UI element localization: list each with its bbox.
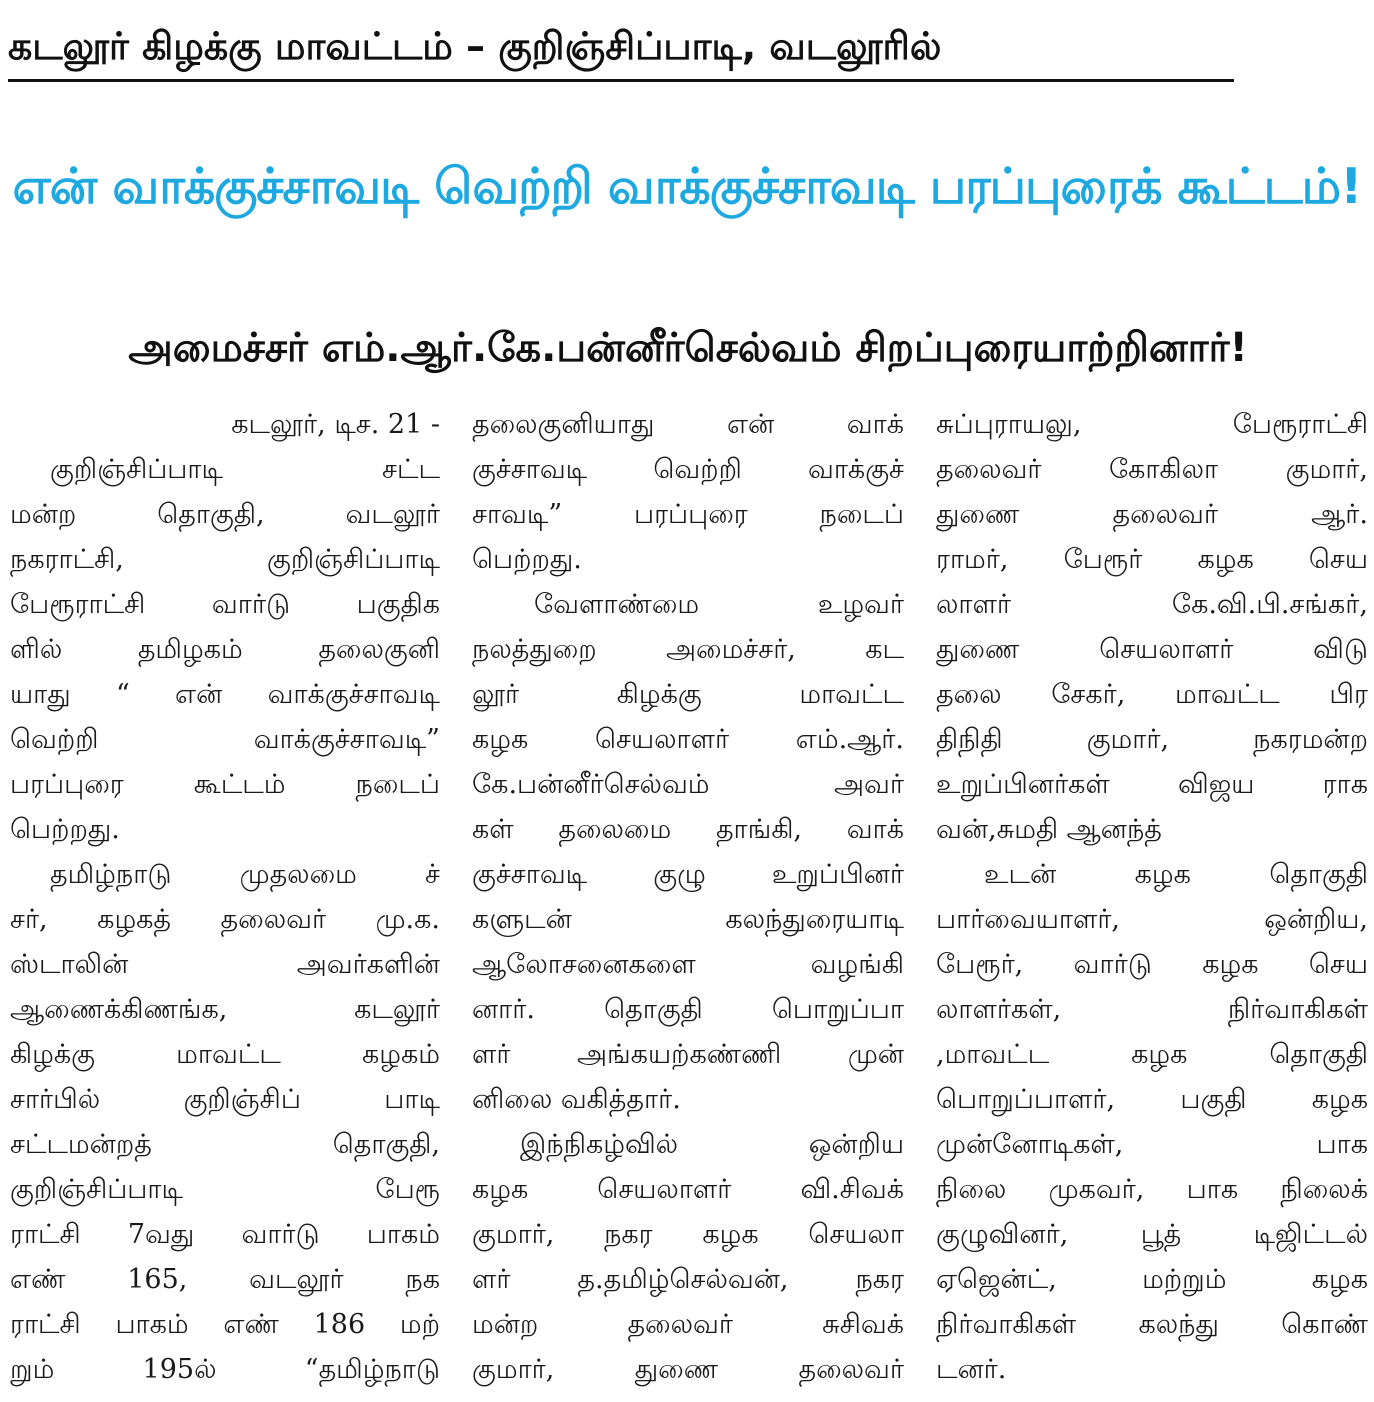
- body-line: தமிழ்நாடு முதலமை ச்: [50, 859, 440, 890]
- body-line: யாது “ என் வாக்குச்சாவடி: [10, 679, 440, 710]
- body-line: கழக செயலாளர் வி.சிவக்: [472, 1174, 904, 1205]
- body-line: தலைகுனியாது என் வாக்: [472, 409, 904, 440]
- body-line: மன்ற தொகுதி, வடலூர்: [10, 499, 440, 530]
- body-line: குழுவினர், பூத் டிஜிட்டல்: [936, 1219, 1368, 1250]
- body-line: நிலை முகவர், பாக நிலைக்: [936, 1174, 1368, 1205]
- body-line: லாளர் கே.வி.பி.சங்கர்,: [936, 589, 1368, 620]
- body-line: கிழக்கு மாவட்ட கழகம்: [10, 1039, 440, 1070]
- body-line: னிலை வகித்தார்.: [472, 1084, 681, 1115]
- body-line: ராமர், பேரூர் கழக செய: [936, 544, 1368, 575]
- body-line: ஏஜென்ட், மற்றும் கழக: [936, 1264, 1368, 1295]
- body-line: பரப்புரை கூட்டம் நடைப்: [10, 769, 440, 800]
- body-line: குமார், துணை தலைவர்: [472, 1354, 904, 1385]
- body-line: முன்னோடிகள், பாக: [936, 1129, 1368, 1160]
- body-line: மன்ற தலைவர் சுசிவக்: [472, 1309, 904, 1340]
- body-line: டனர்.: [936, 1354, 1007, 1385]
- body-line: ஆலோசனைகளை வழங்கி: [472, 949, 904, 980]
- body-line: ளர் அங்கயற்கண்ணி முன்: [472, 1039, 904, 1070]
- body-line: நிர்வாகிகள் கலந்து கொண்: [936, 1309, 1368, 1340]
- body-line: பெற்றது.: [472, 544, 582, 575]
- body-line: னார். தொகுதி பொறுப்பா: [472, 994, 904, 1025]
- body-line: பொறுப்பாளர், பகுதி கழக: [936, 1084, 1368, 1115]
- body-line: இந்நிகழ்வில் ஒன்றிய: [520, 1129, 904, 1160]
- body-line: எண் 165, வடலூர் நக: [10, 1264, 440, 1295]
- body-line: தலைவர் கோகிலா குமார்,: [936, 454, 1368, 485]
- body-line: பேரூராட்சி வார்டு பகுதிக: [10, 589, 440, 620]
- body-line: சட்டமன்றத் தொகுதி,: [10, 1129, 440, 1160]
- body-line: குறிஞ்சிப்பாடி பேரூ: [10, 1174, 440, 1205]
- subheadline: அமைச்சர் எம்.ஆர்.கே.பன்னீர்செல்வம் சிறப்புரையாற்றினார்!: [128, 325, 1248, 371]
- body-line: லாளர்கள், நிர்வாகிகள்: [936, 994, 1368, 1025]
- body-line: பெற்றது.: [10, 814, 120, 845]
- body-line: ராட்சி 7வது வார்டு பாகம்: [10, 1219, 440, 1250]
- body-line: குமார், நகர கழக செயலா: [472, 1219, 904, 1250]
- body-line: குச்சாவடி வெற்றி வாக்குச்: [472, 454, 904, 485]
- body-line: குறிஞ்சிப்பாடி சட்ட: [50, 454, 440, 485]
- body-line: ளர் த.தமிழ்செல்வன், நகர: [472, 1264, 904, 1295]
- body-line: உடன் கழக தொகுதி: [984, 859, 1368, 890]
- body-line: சாவடி” பரப்புரை நடைப்: [472, 499, 904, 530]
- body-line: பார்வையாளர், ஒன்றிய,: [936, 904, 1368, 935]
- article-column-1: [10, 402, 440, 1392]
- article-column-3: [936, 402, 1368, 1392]
- article-column-2: [472, 402, 904, 1392]
- body-line: நலத்துறை அமைச்சர், கட: [472, 634, 904, 665]
- body-line: ராட்சி பாகம் எண் 186 மற்: [10, 1309, 440, 1340]
- body-line: ஸ்டாலின் அவர்களின்: [10, 949, 440, 980]
- body-line: சுப்புராயலு, பேரூராட்சி: [936, 409, 1368, 440]
- body-line: ளில் தமிழகம் தலைகுனி: [10, 634, 440, 665]
- body-line: உறுப்பினர்கள் விஜய ராக: [936, 769, 1368, 800]
- dateline: கடலூர், டிச. 21 -: [231, 409, 440, 440]
- section-kicker: கடலூர் கிழக்கு மாவட்டம் – குறிஞ்சிப்பாடி, வடலூரில்: [8, 10, 1234, 82]
- body-line: சார்பில் குறிஞ்சிப் பாடி: [10, 1084, 440, 1115]
- body-line: கழக செயலாளர் எம்.ஆர்.: [472, 724, 904, 755]
- body-line: துணை செயலாளர் விடு: [936, 634, 1368, 665]
- body-line: நகராட்சி, குறிஞ்சிப்பாடி: [10, 544, 440, 575]
- body-line: பேரூர், வார்டு கழக செய: [936, 949, 1368, 980]
- body-line: லூர் கிழக்கு மாவட்ட: [472, 679, 904, 710]
- body-line: கள் தலைமை தாங்கி, வாக்: [472, 814, 904, 845]
- body-line: களுடன் கலந்துரையாடி: [472, 904, 904, 935]
- body-line: வெற்றி வாக்குச்சாவடி”: [10, 724, 440, 755]
- body-line: குச்சாவடி குழு உறுப்பினர்: [472, 859, 904, 890]
- body-line: ஆணைக்கிணங்க, கடலூர்: [10, 994, 440, 1025]
- body-line: வேளாண்மை உழவர்: [534, 589, 904, 620]
- body-line: தலை சேகர், மாவட்ட பிர: [936, 679, 1368, 710]
- body-line: கே.பன்னீர்செல்வம் அவர்: [472, 769, 904, 800]
- body-line: துணை தலைவர் ஆர்.: [936, 499, 1368, 530]
- body-line: ,மாவட்ட கழக தொகுதி: [936, 1039, 1368, 1070]
- body-line: றும் 195ல் “தமிழ்நாடு: [10, 1354, 440, 1385]
- headline: என் வாக்குச்சாவடி வெற்றி வாக்குச்சாவடி பரப்புரைக் கூட்டம்!: [12, 158, 1362, 215]
- body-line: வன்,சுமதி ஆனந்த்: [936, 814, 1162, 845]
- body-line: திநிதி குமார், நகரமன்ற: [936, 724, 1368, 755]
- body-line: சர், கழகத் தலைவர் மு.க.: [10, 904, 440, 935]
